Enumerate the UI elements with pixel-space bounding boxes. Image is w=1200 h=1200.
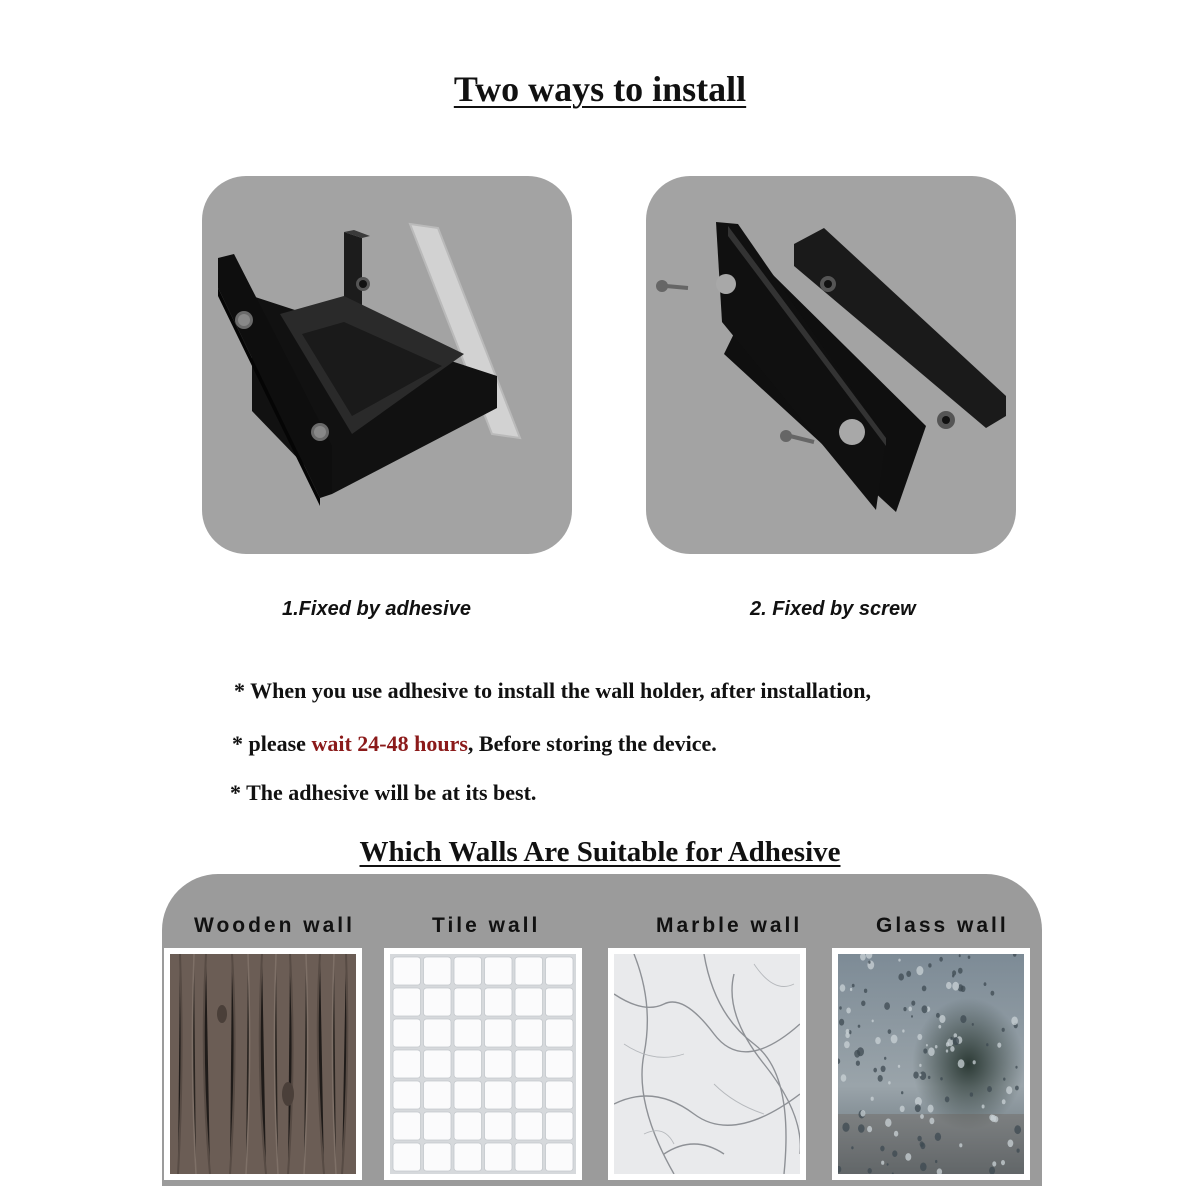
raindrop xyxy=(1002,1099,1006,1104)
raindrop xyxy=(928,1105,934,1113)
raindrop xyxy=(922,986,927,992)
raindrop xyxy=(928,1076,931,1079)
tile-texture-image xyxy=(384,948,582,1180)
raindrop xyxy=(887,1163,889,1166)
tile-square xyxy=(424,957,452,985)
tile-square xyxy=(393,988,421,1016)
raindrop xyxy=(872,1020,874,1023)
glass-wall-label: Glass wall xyxy=(876,914,1009,937)
raindrop xyxy=(846,1008,851,1014)
raindrop xyxy=(928,963,931,967)
adhesive-caption: 1.Fixed by adhesive xyxy=(282,598,471,620)
raindrop xyxy=(892,1150,897,1157)
tile-square xyxy=(424,1143,452,1171)
raindrop xyxy=(920,1163,927,1172)
raindrop xyxy=(960,1015,966,1023)
marble-wall-label: Marble wall xyxy=(656,914,803,937)
tile-square xyxy=(393,1143,421,1171)
raindrop xyxy=(991,991,995,996)
tile-square xyxy=(424,1081,452,1109)
tile-square xyxy=(393,957,421,985)
raindrop xyxy=(991,1115,997,1122)
raindrop xyxy=(911,1001,915,1006)
adhesive-install-image xyxy=(202,176,572,554)
tile-square xyxy=(485,1081,513,1109)
raindrop xyxy=(1014,1125,1021,1134)
raindrop xyxy=(868,961,870,964)
raindrop xyxy=(878,1075,883,1082)
glass-texture-image xyxy=(832,948,1030,1180)
tile-square xyxy=(546,1050,574,1078)
bracket-screw-icon xyxy=(646,176,1016,554)
walls-title: Which Walls Are Suitable for Adhesive xyxy=(359,836,841,868)
raindrop xyxy=(888,1029,892,1034)
tile-square xyxy=(546,1019,574,1047)
raindrop xyxy=(1017,1149,1020,1153)
raindrop xyxy=(946,1049,948,1052)
raindrop xyxy=(864,989,867,993)
tile-square xyxy=(424,1019,452,1047)
tile-square xyxy=(515,1081,543,1109)
raindrop xyxy=(982,1105,985,1109)
note-line-3: * The adhesive will be at its best. xyxy=(230,780,537,805)
raindrop xyxy=(920,1114,924,1119)
tile-square xyxy=(454,957,482,985)
raindrop xyxy=(871,1097,874,1101)
raindrop xyxy=(968,956,971,959)
raindrop xyxy=(913,1072,918,1079)
note-line-2: * please wait 24-48 hours, Before storing the device. xyxy=(232,731,717,756)
raindrop xyxy=(881,1161,884,1165)
tile-wall-label: Tile wall xyxy=(432,914,541,937)
tile-square xyxy=(485,1019,513,1047)
raindrop xyxy=(861,1001,865,1007)
tile-square xyxy=(393,1112,421,1140)
tile-square xyxy=(454,988,482,1016)
raindrop xyxy=(881,1066,886,1072)
raindrop xyxy=(919,1064,921,1067)
raindrop xyxy=(1002,1028,1005,1032)
raindrop xyxy=(987,1086,992,1092)
raindrop xyxy=(997,1043,1001,1048)
raindrop xyxy=(928,1047,935,1056)
tile-square xyxy=(485,1050,513,1078)
tile-square xyxy=(546,1143,574,1171)
screw-icon xyxy=(656,280,688,292)
raindrop xyxy=(901,1091,903,1094)
tile-square xyxy=(393,1019,421,1047)
raindrop xyxy=(900,1106,905,1112)
raindrop xyxy=(902,1029,904,1032)
raindrop xyxy=(906,971,911,977)
raindrop xyxy=(954,1033,958,1038)
raindrop xyxy=(992,1161,996,1166)
screw-install-image xyxy=(646,176,1016,554)
raindrop xyxy=(923,1048,927,1053)
tile-square xyxy=(546,1112,574,1140)
raindrop xyxy=(873,1068,877,1073)
raindrop xyxy=(958,1059,965,1068)
raindrop xyxy=(894,1131,898,1137)
raindrop xyxy=(973,1060,976,1064)
tile-square xyxy=(454,1050,482,1078)
raindrop xyxy=(850,988,852,991)
page-title: Two ways to install xyxy=(453,69,747,109)
marble-texture-image xyxy=(608,948,806,1180)
raindrop xyxy=(940,1077,943,1080)
wait-time-highlight: wait 24-48 hours xyxy=(311,731,468,756)
raindrop xyxy=(953,1037,959,1045)
tile-square xyxy=(515,1143,543,1171)
tile-square xyxy=(515,1019,543,1047)
raindrop xyxy=(938,1025,941,1029)
tile-square xyxy=(393,1081,421,1109)
tile-square xyxy=(515,1112,543,1140)
raindrop xyxy=(898,959,900,962)
raindrop xyxy=(851,1146,853,1149)
note-line-1: * When you use adhesive to install the wall holder, after installation, xyxy=(234,678,872,703)
wood-texture-image xyxy=(164,948,362,1180)
raindrop xyxy=(903,1007,906,1011)
tile-square xyxy=(393,1050,421,1078)
raindrop xyxy=(970,1092,973,1096)
raindrop xyxy=(972,1023,974,1026)
raindrop xyxy=(1008,1140,1014,1148)
raindrop xyxy=(950,1037,952,1040)
tile-square xyxy=(485,1143,513,1171)
raindrop xyxy=(884,1057,886,1060)
raindrop xyxy=(856,1061,860,1066)
tile-square xyxy=(454,1112,482,1140)
raindrop xyxy=(891,1035,898,1044)
raindrop xyxy=(854,1050,860,1058)
raindrop xyxy=(935,1045,938,1048)
raindrop xyxy=(952,974,954,977)
tile-square xyxy=(515,1050,543,1078)
raindrop xyxy=(898,1065,900,1068)
tile-square xyxy=(424,988,452,1016)
raindrop xyxy=(915,1104,921,1112)
raindrop xyxy=(884,1002,890,1010)
raindrop xyxy=(926,1044,928,1047)
tile-square xyxy=(454,1143,482,1171)
raindrop xyxy=(922,1005,928,1013)
raindrop xyxy=(936,1013,940,1018)
raindrop xyxy=(939,1015,945,1023)
raindrop xyxy=(911,1015,913,1018)
tile-square xyxy=(515,957,543,985)
raindrop xyxy=(939,957,943,962)
raindrop xyxy=(919,1074,921,1077)
raindrop xyxy=(916,966,923,975)
raindrop xyxy=(860,1110,865,1117)
tile-square xyxy=(485,1112,513,1140)
raindrop xyxy=(1011,1017,1018,1026)
raindrop xyxy=(840,984,846,991)
raindrop xyxy=(875,1037,881,1044)
raindrop xyxy=(1015,1066,1017,1069)
raindrop xyxy=(846,1029,850,1034)
raindrop xyxy=(946,982,952,989)
raindrop xyxy=(908,1007,912,1012)
raindrop xyxy=(935,1133,941,1141)
raindrop xyxy=(858,1124,865,1133)
raindrop xyxy=(839,1006,842,1009)
raindrop xyxy=(958,968,963,974)
raindrop xyxy=(905,1153,911,1161)
raindrop xyxy=(1003,1078,1005,1081)
tile-square xyxy=(454,1019,482,1047)
raindrop xyxy=(959,1143,962,1147)
raindrop xyxy=(945,1096,950,1102)
screw-caption: 2. Fixed by screw xyxy=(750,598,916,620)
raindrop xyxy=(959,954,961,957)
raindrop xyxy=(868,1168,872,1174)
tile-square xyxy=(454,1081,482,1109)
tile-square xyxy=(424,1050,452,1078)
raindrop xyxy=(952,982,959,991)
raindrop xyxy=(984,982,987,986)
raindrop xyxy=(842,1123,849,1132)
tile-square xyxy=(546,1081,574,1109)
tile-square xyxy=(485,957,513,985)
raindrop xyxy=(898,973,904,980)
tile-square xyxy=(546,988,574,1016)
raindrop xyxy=(929,1118,934,1125)
wooden-wall-label: Wooden wall xyxy=(194,914,355,937)
raindrop xyxy=(880,1146,884,1152)
tile-square xyxy=(546,957,574,985)
tile-square xyxy=(515,988,543,1016)
raindrop xyxy=(885,1119,891,1127)
raindrop xyxy=(867,1126,872,1132)
tile-square xyxy=(485,988,513,1016)
raindrop xyxy=(917,1034,922,1040)
raindrop xyxy=(986,1043,988,1046)
raindrop xyxy=(1006,1086,1012,1094)
tile-square xyxy=(424,1112,452,1140)
raindrop xyxy=(852,984,855,988)
raindrop xyxy=(935,1160,937,1163)
bracket-adhesive-icon xyxy=(202,176,572,554)
raindrop xyxy=(844,1041,850,1048)
raindrop xyxy=(917,1136,921,1142)
raindrop xyxy=(839,1019,844,1026)
raindrop xyxy=(1015,1086,1019,1091)
raindrop xyxy=(841,1074,847,1081)
raindrop xyxy=(858,1025,861,1028)
raindrop xyxy=(950,1046,954,1052)
raindrop xyxy=(888,1081,891,1084)
raindrop xyxy=(920,1141,924,1147)
raindrop xyxy=(1001,1160,1005,1165)
